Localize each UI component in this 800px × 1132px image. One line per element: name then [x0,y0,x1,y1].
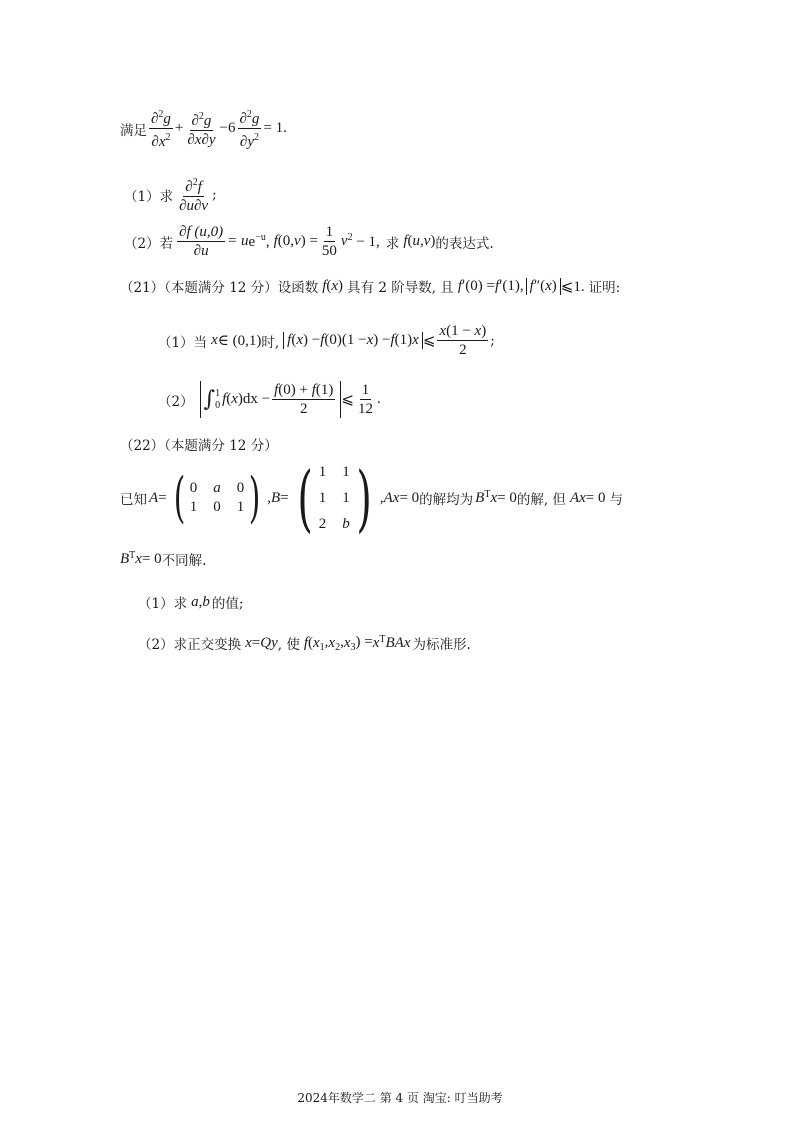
fraction-d2f-dudv: $\frac{\partial^2f}{\partial u\partial v}$ [177,174,210,215]
q21-part1-when: 时, [261,334,280,351]
q22-part1: （1）求 a , b 的值; [138,593,244,612]
q20-tail: 的表达式. [435,235,494,252]
fraction-f0-f1-over-2: $\frac{f(0) + f(1)}{2}$ [274,382,334,417]
q22-solution-text2: 的解, 但 [516,492,566,508]
q21-header: （21）（本题满分 12 分）设函数 f ( x ) 具有 2 阶导数, 且 f ′(0) = f ′(1), f ″( x ) ⩽1. 证明: [120,277,621,296]
fraction-1-12: $\frac{1}{12}$ [358,382,373,417]
q22-header-text: （22）（本题满分 12 分） [120,438,278,454]
q20-part1: （1）求 $\frac{\partial^2f}{\partial u\partial v}$ ; [124,174,217,215]
q22-with: 与 [609,492,623,508]
q20-part2-label: （2）若 [124,235,174,252]
q20-part1-label: （1）求 [124,188,174,205]
fraction-d2g-dxdy: $\frac{\partial^2g}{\partial x\partial y}$ [185,108,217,149]
q22-known: 已知 [120,492,147,508]
q22-part1-tail: 的值; [211,596,244,612]
fraction-d2g-dx2: $\frac{\partial^2g}{\partial x^2}$ [149,106,173,151]
q22-part2-label: （2）求正交变换 [138,637,242,653]
matrix-a: ( 0 a 0 1 0 1 ) [173,466,261,529]
fraction-1-50: $\frac{1}{50}$ [321,224,337,259]
q21-tail: 证明: [588,280,621,296]
equation-line-1: 满足 $\frac{\partial^2g}{\partial x^2}$ + $\frac{\partial^2g}{\partial x\partial y}$ −6 $\frac{\partial^2g}{\partial y^2}$ = 1. [120,106,287,151]
q22-part2: （2）求正交变换 x = Qy , 使 f ( x $_1$, x $_2$, x $_3$) = x $^T$ BAx 为标准形. [138,633,471,653]
q22-notsame: 不同解. [161,553,207,569]
q20-part2: （2）若 $\frac{\partial f (u,0)}{\partial u}$ = u $e^{-u}$, f (0, v ) = $\frac{1}{50}$ v $^2$ − 1, 求 f ( u , v ) 的表达式. [124,224,494,259]
fraction-x1-x-over-2: $\frac{x(1 - x)}{2}$ [439,323,487,358]
q22-part2-mid: , 使 [277,637,300,653]
q22-header [120,434,278,454]
fraction-d2g-dy2: $\frac{\partial^2g}{\partial y^2}$ [238,106,262,151]
q21-header-text: （21）（本题满分 12 分）设函数 [120,280,319,296]
q22-part1-label: （1）求 [138,596,188,612]
matrix-b: ( 1 1 1 1 2 b ) [297,456,372,540]
line1-prefix: 满足 [120,122,147,139]
q21-mid: 具有 2 阶导数, 且 [347,280,454,296]
q21-part2: （2） ∫ 1 0 f ( x )dx − $\frac{f(0) + f(1)}{2}$ ⩽ $\frac{1}{12}$ . [158,382,381,417]
q22-part2-tail: 为标准形. [412,637,471,653]
q21-part1: （1）当 x ∈ (0,1) 时, f ( x ) − f (0)(1 − x ) − f (1) x ⩽ $\frac{x(1 - x)}{2}$ ; [158,323,495,358]
q20-ask: 求 [385,235,400,252]
fraction-df-du: $\frac{\partial f (u,0)}{\partial u}$ [179,224,224,259]
q22-continuation: B $^T$ x = 0 不同解. [120,549,207,569]
q21-part1-label: （1）当 [158,334,208,351]
q21-part2-label: （2） [158,393,194,410]
page-footer: 2024年数学二 第 4 页 淘宝: 叮当助考 [297,1091,503,1105]
q22-matrices: 已知 A = ( 0 a 0 1 0 1 ) , B = ( 1 1 1 1 2 b ) , Ax = 0 的解均为 B $^T$ x = 0 的解, 但 Ax = 0 与 [120,456,623,540]
q22-solution-text: 的解均为 [419,492,474,508]
